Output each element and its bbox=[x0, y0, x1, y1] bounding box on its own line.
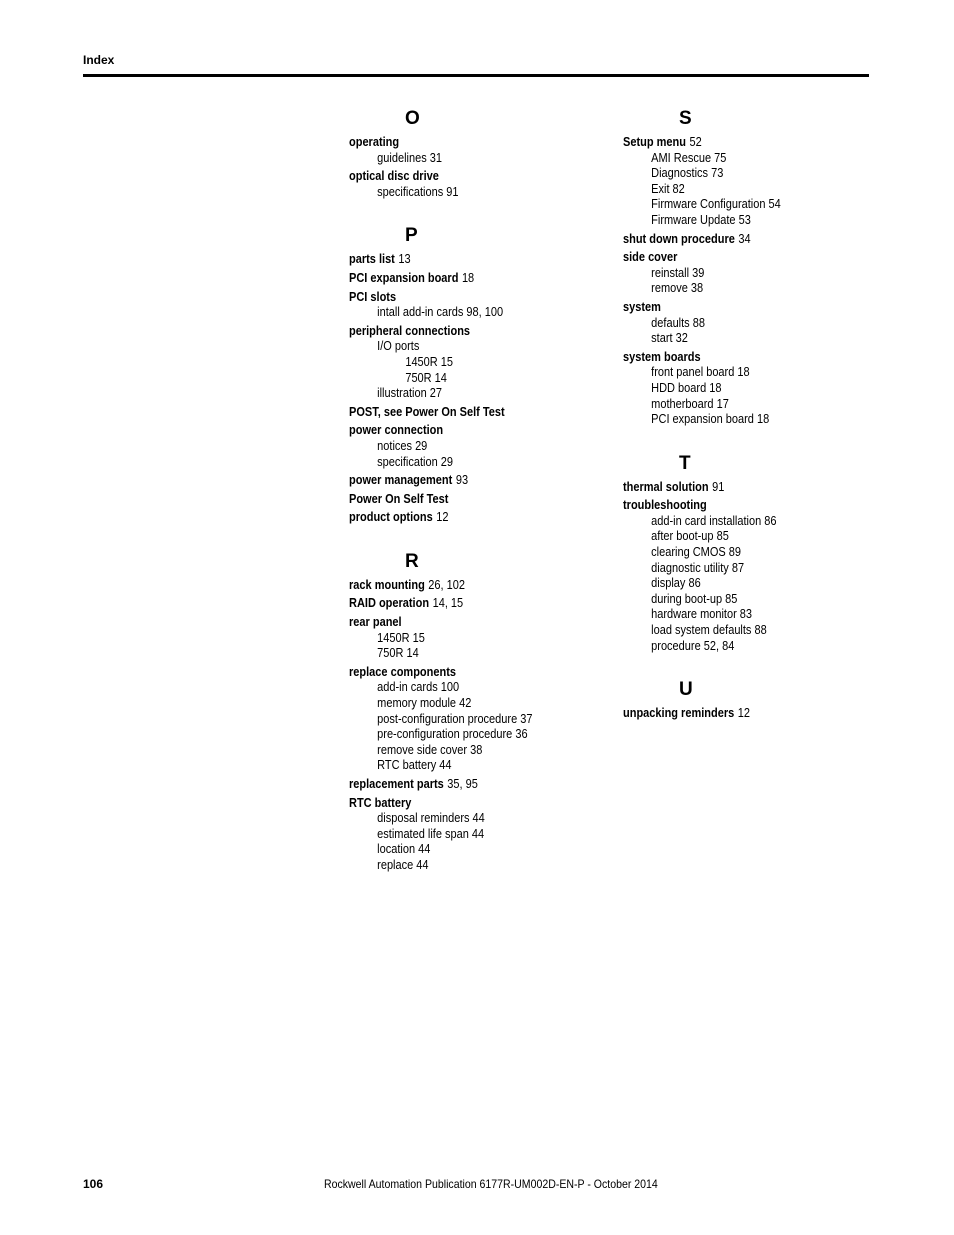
entry-term: post-configuration procedure 37 bbox=[377, 711, 533, 726]
entry-term: add-in card installation 86 bbox=[651, 513, 777, 528]
entry-term: guidelines 31 bbox=[377, 150, 442, 165]
entry-term: HDD board 18 bbox=[651, 380, 722, 395]
entry-term: clearing CMOS 89 bbox=[651, 545, 742, 560]
entry-term: Setup menu bbox=[623, 135, 686, 149]
entry-term: procedure 52, 84 bbox=[651, 638, 735, 653]
entry-term: specification 29 bbox=[377, 454, 453, 469]
index-column-right bbox=[623, 107, 883, 746]
index-entry bbox=[623, 350, 852, 366]
index-subentry bbox=[623, 412, 852, 428]
entry-term: Power On Self Test bbox=[349, 491, 449, 506]
index-subentry bbox=[623, 607, 852, 623]
index-entry bbox=[349, 252, 578, 268]
entry-term: parts list bbox=[349, 252, 395, 267]
index-entry bbox=[623, 706, 852, 722]
page-header-label: Index bbox=[83, 53, 115, 67]
section-letter: O bbox=[405, 108, 420, 129]
entry-term: specifications 91 bbox=[377, 184, 459, 199]
entry-pages: 34 bbox=[738, 231, 751, 246]
index-subentry bbox=[349, 858, 578, 874]
section-letter: R bbox=[405, 550, 419, 572]
entry-term: motherboard 17 bbox=[651, 396, 729, 411]
entry-term: location 44 bbox=[377, 842, 431, 857]
entry-term: Exit 82 bbox=[651, 181, 685, 196]
index-entry bbox=[349, 492, 578, 508]
index-subentry bbox=[623, 331, 852, 347]
index-subentry bbox=[349, 646, 578, 662]
index-section bbox=[623, 107, 883, 428]
index-subentry bbox=[349, 631, 578, 647]
entry-term: product options bbox=[349, 510, 433, 525]
entry-pages: 35, 95 bbox=[447, 777, 478, 791]
section-letter: S bbox=[679, 108, 692, 129]
entry-term: Firmware Configuration 54 bbox=[651, 197, 781, 212]
entry-term: remove 38 bbox=[651, 281, 704, 296]
index-entry bbox=[349, 596, 578, 612]
section-letter: U bbox=[679, 679, 693, 701]
index-subentry bbox=[349, 455, 578, 471]
index-subentry bbox=[623, 197, 852, 213]
index-subentry bbox=[349, 758, 578, 774]
index-subentry bbox=[623, 623, 852, 639]
entry-term: RTC battery 44 bbox=[377, 758, 452, 773]
index-subentry bbox=[623, 213, 852, 229]
index-subentry bbox=[349, 712, 578, 728]
index-column-left bbox=[349, 107, 609, 898]
index-entry bbox=[349, 665, 578, 681]
index-entry bbox=[349, 405, 578, 421]
index-subentry bbox=[349, 680, 578, 696]
entry-term: load system defaults 88 bbox=[651, 623, 767, 638]
section-letter: P bbox=[405, 225, 418, 247]
entry-term: power management bbox=[349, 473, 453, 488]
index-subentry bbox=[349, 355, 578, 371]
entry-term: Firmware Update 53 bbox=[651, 212, 751, 227]
entry-term: 750R 14 bbox=[377, 646, 419, 661]
entry-pages: 93 bbox=[455, 473, 469, 488]
entry-term: display 86 bbox=[651, 576, 701, 591]
entry-term: optical disc drive bbox=[349, 169, 439, 184]
entry-term: illustration 27 bbox=[377, 386, 442, 401]
index-entry bbox=[349, 510, 578, 526]
index-subentry bbox=[623, 397, 852, 413]
entry-term: intall add-in cards 98, 100 bbox=[377, 305, 504, 320]
index-subentry bbox=[623, 381, 852, 397]
entry-term: 750R 14 bbox=[405, 370, 447, 385]
entry-pages: 52 bbox=[689, 135, 702, 149]
index-entry bbox=[349, 290, 578, 306]
entry-term: Diagnostics 73 bbox=[651, 166, 724, 181]
entry-term: 1450R 15 bbox=[405, 354, 454, 369]
index-section bbox=[623, 452, 883, 655]
entry-term: replace components bbox=[349, 664, 456, 679]
entry-pages: 12 bbox=[436, 510, 449, 525]
entry-term: after boot-up 85 bbox=[651, 529, 729, 544]
index-entry bbox=[349, 135, 578, 151]
entry-term: diagnostic utility 87 bbox=[651, 560, 745, 575]
index-subentry bbox=[349, 439, 578, 455]
index-subentry bbox=[349, 827, 578, 843]
index-subentry bbox=[623, 151, 852, 167]
entry-term: PCI slots bbox=[349, 289, 397, 304]
index-entry bbox=[349, 169, 578, 185]
index-subentry bbox=[623, 166, 852, 182]
entry-term: estimated life span 44 bbox=[377, 826, 485, 841]
index-subentry bbox=[349, 842, 578, 858]
entry-term: replace 44 bbox=[377, 857, 429, 872]
index-subentry bbox=[349, 185, 578, 201]
index-subentry bbox=[623, 316, 852, 332]
index-subentry bbox=[623, 545, 852, 561]
index-entry bbox=[349, 796, 578, 812]
index-subentry bbox=[349, 696, 578, 712]
entry-term: system boards bbox=[623, 349, 701, 364]
entry-term: during boot-up 85 bbox=[651, 591, 738, 606]
entry-term: RAID operation bbox=[349, 596, 430, 611]
index-entry bbox=[349, 578, 578, 594]
index-subentry bbox=[349, 743, 578, 759]
page-number: 106 bbox=[83, 1177, 104, 1191]
index-entry bbox=[349, 423, 578, 439]
entry-term: peripheral connections bbox=[349, 323, 471, 338]
entry-term: PCI expansion board bbox=[349, 270, 459, 285]
entry-term: memory module 42 bbox=[377, 696, 472, 711]
entry-pages: 26, 102 bbox=[428, 577, 466, 592]
index-subentry bbox=[349, 305, 578, 321]
publication-info: Rockwell Automation Publication 6177R-UM002D-EN-P - October 2014 bbox=[324, 1177, 658, 1191]
index-section bbox=[349, 224, 609, 526]
entry-term: reinstall 39 bbox=[651, 265, 705, 280]
index-entry bbox=[349, 777, 578, 793]
index-entry bbox=[349, 615, 578, 631]
entry-term: replacement parts bbox=[349, 777, 444, 791]
index-subentry bbox=[623, 514, 852, 530]
entry-term: unpacking reminders bbox=[623, 706, 735, 721]
entry-term: system bbox=[623, 299, 661, 314]
index-entry bbox=[623, 135, 852, 151]
index-subentry bbox=[349, 386, 578, 402]
entry-term: pre-configuration procedure 36 bbox=[377, 727, 528, 742]
entry-term: notices 29 bbox=[377, 438, 428, 453]
entry-term: disposal reminders 44 bbox=[377, 811, 485, 826]
entry-pages: 12 bbox=[737, 706, 751, 721]
entry-term: add-in cards 100 bbox=[377, 680, 460, 695]
entry-term: RTC battery bbox=[349, 795, 412, 810]
index-subentry bbox=[623, 281, 852, 297]
index-entry bbox=[349, 324, 578, 340]
entry-term: side cover bbox=[623, 250, 678, 265]
index-entry bbox=[623, 480, 852, 496]
index-subentry bbox=[623, 182, 852, 198]
entry-term: PCI expansion board 18 bbox=[651, 412, 770, 427]
header-divider bbox=[83, 74, 869, 77]
entry-term: POST, see Power On Self Test bbox=[349, 404, 505, 419]
index-subentry bbox=[623, 365, 852, 381]
entry-pages: 14, 15 bbox=[432, 596, 464, 611]
entry-term: front panel board 18 bbox=[651, 365, 750, 380]
index-section bbox=[623, 678, 883, 722]
index-entry bbox=[623, 498, 852, 514]
index-subentry bbox=[623, 266, 852, 282]
entry-term: power connection bbox=[349, 423, 444, 438]
index-subentry bbox=[623, 576, 852, 592]
index-subentry bbox=[349, 811, 578, 827]
entry-term: rear panel bbox=[349, 615, 402, 630]
entry-term: AMI Rescue 75 bbox=[651, 150, 727, 165]
entry-term: remove side cover 38 bbox=[377, 742, 483, 757]
index-section bbox=[349, 107, 609, 200]
index-subentry bbox=[349, 339, 578, 355]
entry-term: defaults 88 bbox=[651, 315, 705, 330]
entry-term: operating bbox=[349, 135, 400, 149]
index-subentry bbox=[349, 371, 578, 387]
entry-term: I/O ports bbox=[377, 339, 420, 354]
index-subentry bbox=[623, 592, 852, 608]
index-subentry bbox=[623, 639, 852, 655]
entry-term: rack mounting bbox=[349, 577, 425, 592]
index-section bbox=[349, 550, 609, 874]
index-subentry bbox=[623, 561, 852, 577]
index-entry bbox=[623, 232, 852, 248]
entry-term: start 32 bbox=[651, 331, 688, 346]
section-letter: T bbox=[679, 452, 691, 474]
entry-term: troubleshooting bbox=[623, 498, 707, 513]
index-subentry bbox=[623, 529, 852, 545]
index-entry bbox=[623, 300, 852, 316]
index-subentry bbox=[349, 727, 578, 743]
entry-pages: 13 bbox=[398, 252, 411, 267]
entry-term: shut down procedure bbox=[623, 231, 735, 246]
index-entry bbox=[349, 473, 578, 489]
entry-term: 1450R 15 bbox=[377, 630, 425, 645]
entry-pages: 18 bbox=[461, 270, 475, 285]
index-entry bbox=[623, 250, 852, 266]
index-subentry bbox=[349, 151, 578, 167]
index-entry bbox=[349, 271, 578, 287]
entry-pages: 91 bbox=[712, 479, 725, 494]
entry-term: hardware monitor 83 bbox=[651, 607, 753, 622]
entry-term: thermal solution bbox=[623, 479, 709, 494]
